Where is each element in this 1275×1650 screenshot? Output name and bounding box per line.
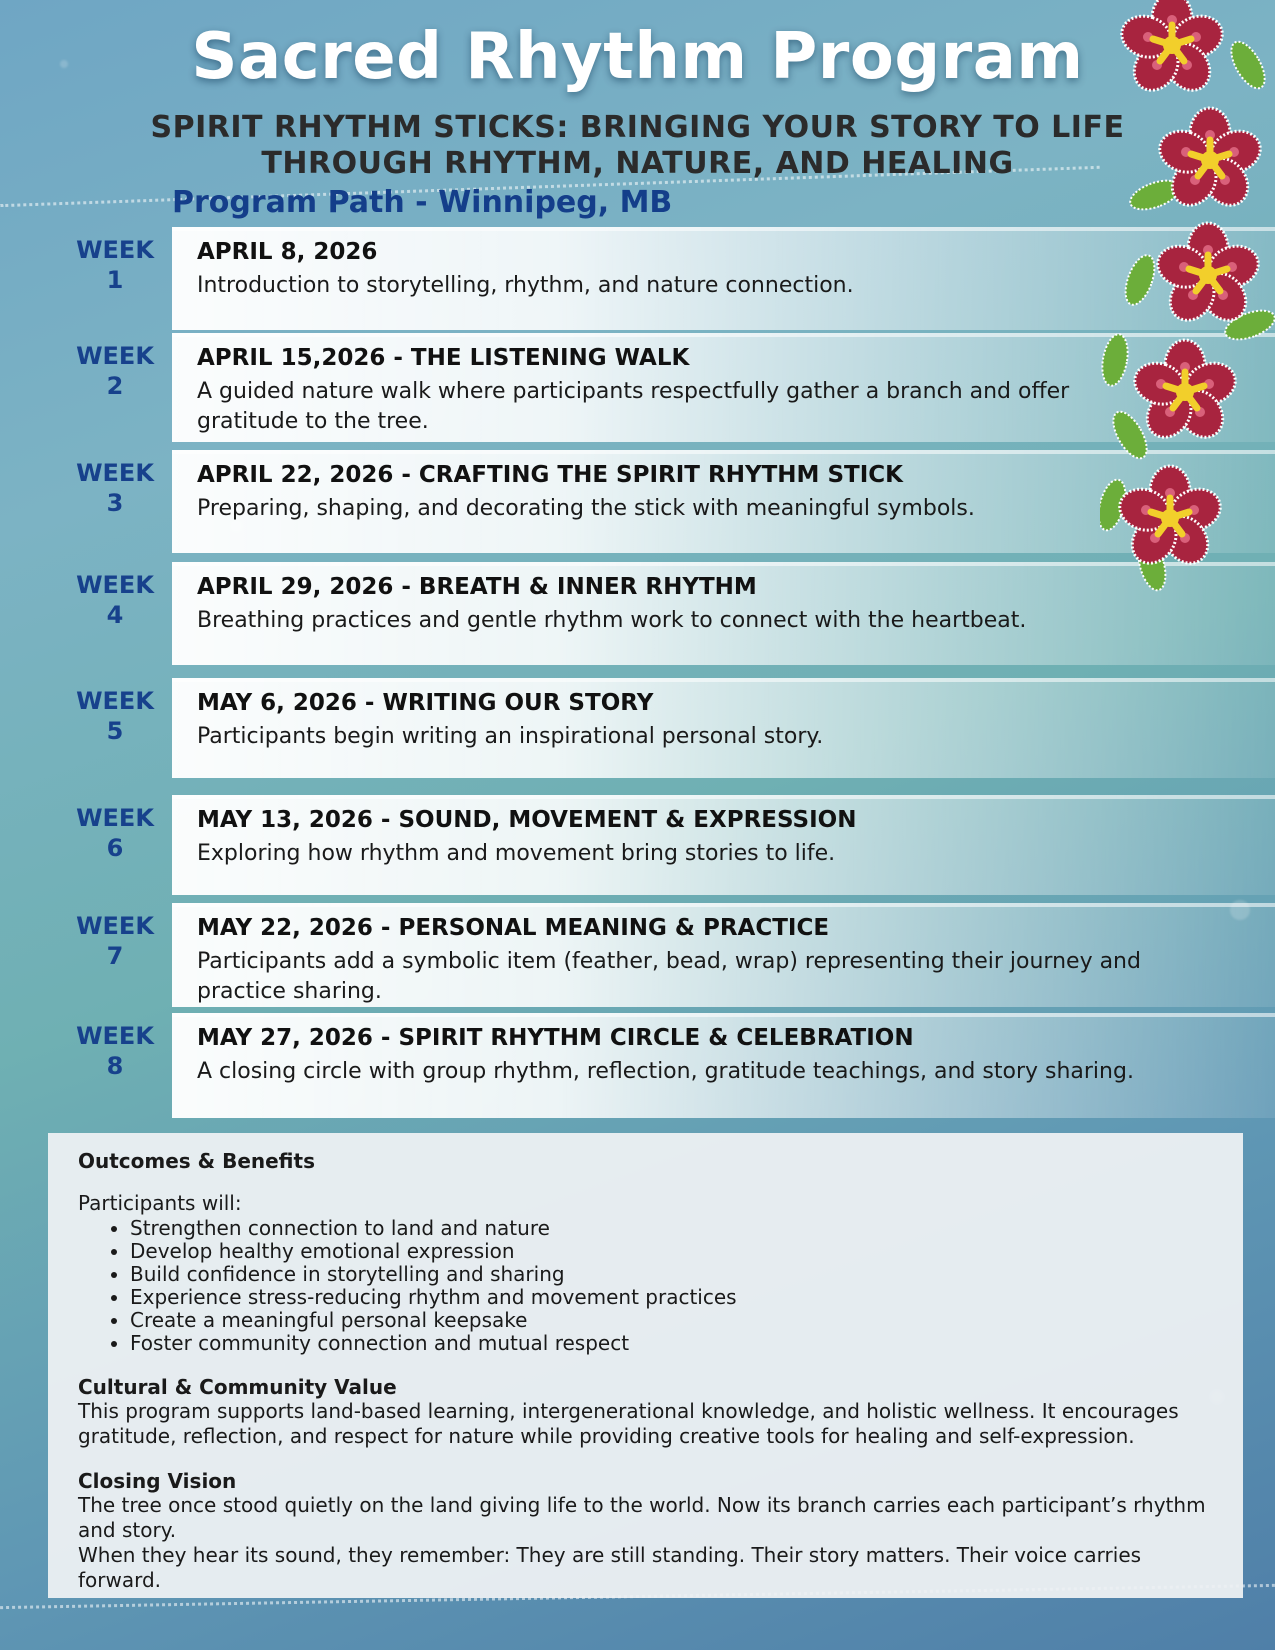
week-row-3: [0, 450, 1275, 553]
list-item: • Develop healthy emotional expression: [130, 1240, 1213, 1263]
beaded-flowers-decoration: [1100, 0, 1275, 600]
week-description: Participants begin writing an inspirational personal story.: [197, 724, 824, 749]
week-label-text: WEEK: [76, 459, 154, 487]
list-item: • Build confidence in storytelling and sharing: [130, 1263, 1213, 1286]
week-label-text: WEEK: [76, 236, 154, 264]
week-number: 1: [106, 266, 124, 294]
week-label-text: WEEK: [76, 342, 154, 370]
subtitle-line-1: SPIRIT RHYTHM STICKS: BRINGING YOUR STORY TO LIFE: [150, 110, 1125, 145]
page-subtitle: [100, 110, 1175, 182]
week-number: 6: [106, 834, 124, 862]
outcomes-heading: Outcomes & Benefits: [78, 1149, 315, 1173]
subtitle-line-2: THROUGH RHYTHM, NATURE, AND HEALING: [261, 146, 1014, 181]
week-description: Preparing, shaping, and decorating the stick with meaningful symbols.: [197, 496, 975, 521]
week-label-text: WEEK: [76, 687, 154, 715]
week-title: MAY 22, 2026 - PERSONAL MEANING & PRACTICE: [197, 915, 830, 941]
week-card: [172, 795, 1275, 895]
week-number: 5: [106, 717, 124, 745]
week-label: [64, 458, 166, 518]
week-title: APRIL 22, 2026 - CRAFTING THE SPIRIT RHYTHM STICK: [197, 462, 903, 488]
closing-vision-title: Closing Vision: [78, 1469, 237, 1493]
week-title: MAY 13, 2026 - SOUND, MOVEMENT & EXPRESSION: [197, 807, 857, 833]
week-row-5: [0, 678, 1275, 778]
list-item: • Strengthen connection to land and nature: [130, 1217, 1213, 1240]
week-row-8: [0, 1013, 1275, 1118]
week-number: 4: [106, 601, 124, 629]
week-title: APRIL 8, 2026: [197, 239, 378, 265]
outcomes-intro: Participants will:: [78, 1191, 242, 1215]
week-row-2: [0, 333, 1275, 442]
week-label: [64, 686, 166, 746]
week-title: APRIL 29, 2026 - BREATH & INNER RHYTHM: [197, 574, 757, 600]
week-title: APRIL 15,2026 - THE LISTENING WALK: [197, 345, 690, 371]
week-description: Breathing practices and gentle rhythm work to connect with the heartbeat.: [197, 608, 1027, 633]
program-path-title: Program Path - Winnipeg, MB: [172, 185, 673, 220]
list-item: • Create a meaningful personal keepsake: [130, 1309, 1213, 1332]
page-title: Sacred Rhythm Program: [191, 20, 1084, 94]
week-row-6: [0, 795, 1275, 895]
outcomes-panel: [48, 1133, 1243, 1598]
week-number: 7: [106, 942, 124, 970]
week-card: [172, 678, 1275, 778]
week-title: MAY 6, 2026 - WRITING OUR STORY: [197, 690, 654, 716]
week-card: [172, 903, 1275, 1007]
week-row-1: [0, 227, 1275, 330]
week-number: 2: [106, 372, 124, 400]
week-card: [172, 1013, 1275, 1118]
week-row-7: [0, 903, 1275, 1007]
week-label: [64, 341, 166, 401]
closing-vision-text: The tree once stood quietly on the land giving life to the world. Now its branch carries each participant’s rhythm and story.: [78, 1493, 1206, 1542]
week-label: [64, 911, 166, 971]
list-item: • Experience stress-reducing rhythm and movement practices: [130, 1286, 1213, 1309]
cultural-value-title: Cultural & Community Value: [78, 1375, 397, 1399]
week-description: Participants add a symbolic item (feather, bead, wrap) representing their journey and practice sharing.: [197, 949, 1141, 1004]
week-label-text: WEEK: [76, 1022, 154, 1050]
week-number: 8: [106, 1052, 124, 1080]
week-description: A guided nature walk where participants respectfully gather a branch and offer gratitude to the tree.: [197, 379, 1070, 434]
week-description: Introduction to storytelling, rhythm, and nature connection.: [197, 273, 854, 298]
week-title: MAY 27, 2026 - SPIRIT RHYTHM CIRCLE & CELEBRATION: [197, 1025, 914, 1051]
list-item: • Foster community connection and mutual respect: [130, 1332, 1213, 1355]
week-label-text: WEEK: [76, 571, 154, 599]
week-row-4: [0, 562, 1275, 665]
week-label-text: WEEK: [76, 912, 154, 940]
benefits-list: [78, 1217, 1213, 1355]
week-number: 3: [106, 489, 124, 517]
week-description: Exploring how rhythm and movement bring stories to life.: [197, 841, 836, 866]
cultural-value-text: This program supports land-based learning, intergenerational knowledge, and holistic wellness. It encourages gratitude, reflection, and respect for nature while providing creative tools for healing and self-expression.: [78, 1399, 1179, 1448]
closing-vision-text-2: When they hear its sound, they remember: They are still standing. Their story matters. Their voice carries forward.: [78, 1543, 1142, 1592]
week-label: [64, 803, 166, 863]
week-label: [64, 235, 166, 295]
week-label-text: WEEK: [76, 804, 154, 832]
week-label: [64, 1021, 166, 1081]
week-description: A closing circle with group rhythm, reflection, gratitude teachings, and story sharing.: [197, 1059, 1134, 1084]
week-label: [64, 570, 166, 630]
